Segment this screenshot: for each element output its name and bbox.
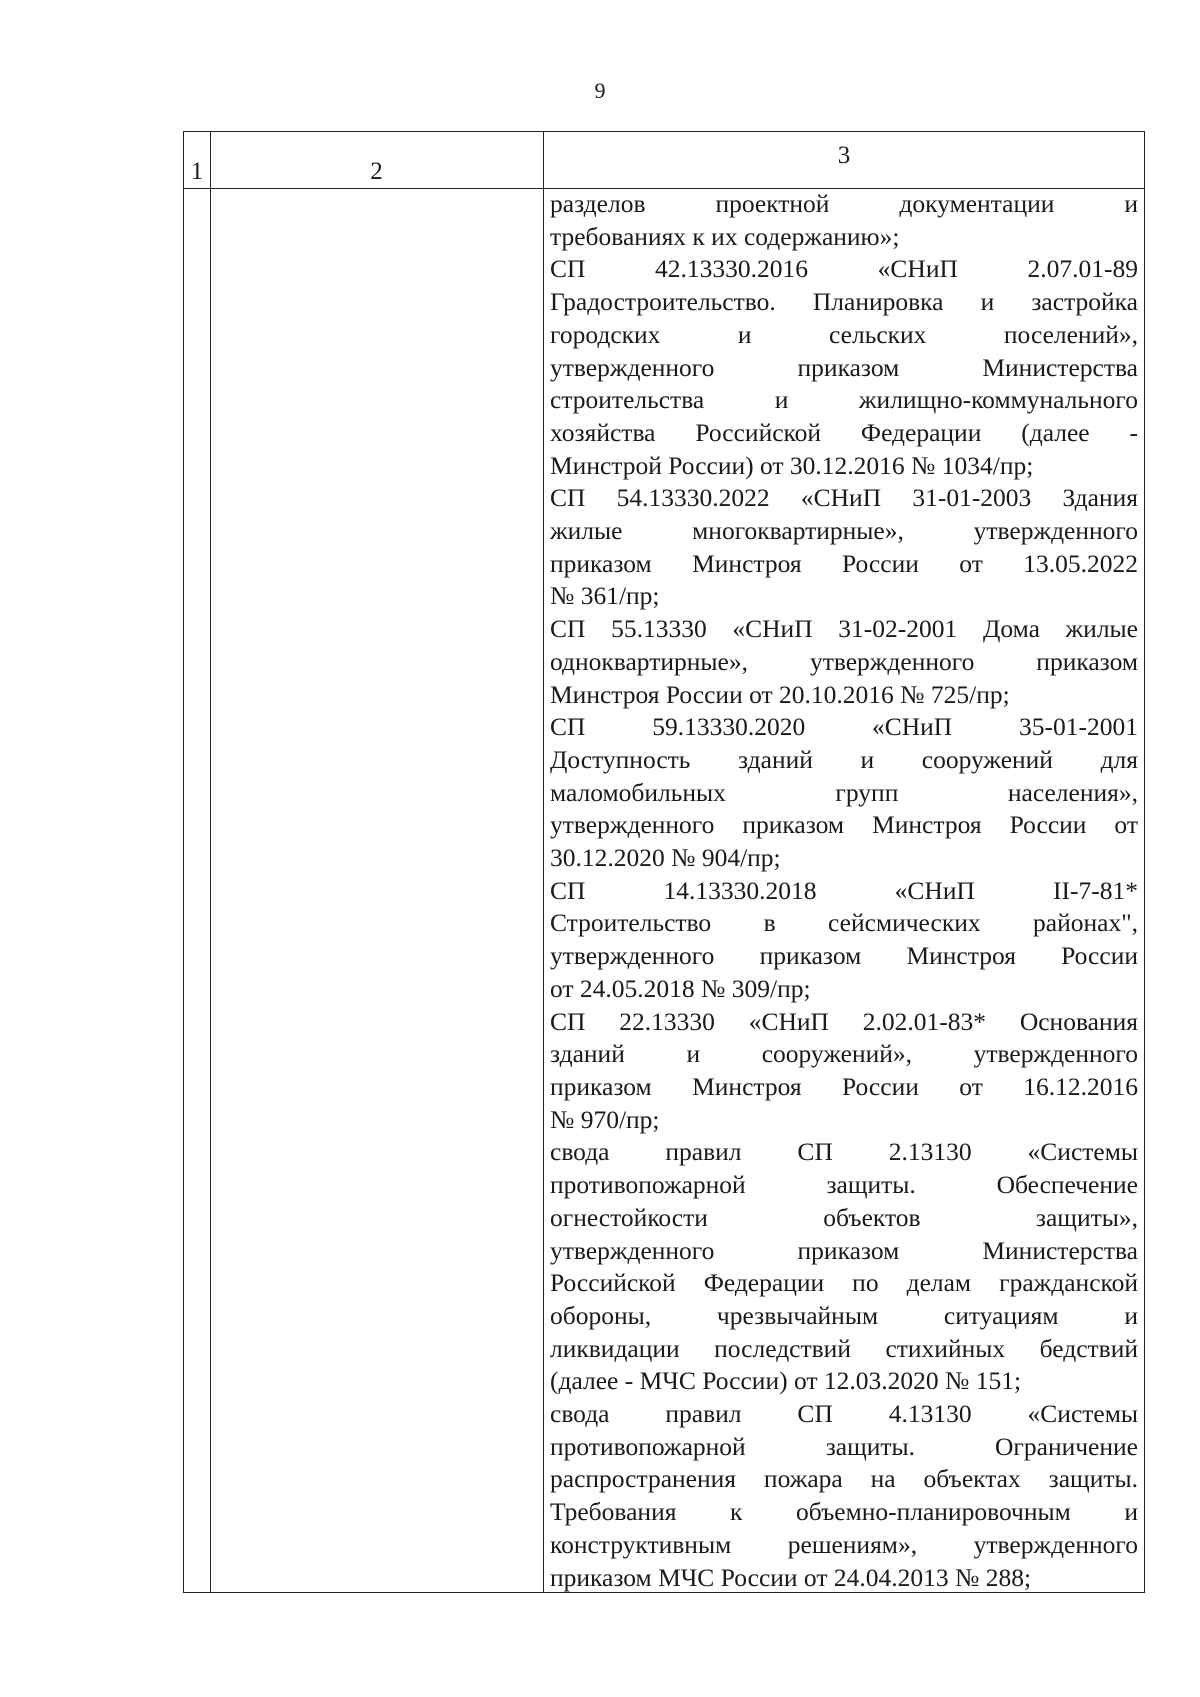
text-line: обороны, чрезвычайным ситуациям и	[550, 1300, 1138, 1330]
text-line: приказом Минстроя России от 16.12.2016	[550, 1071, 1138, 1101]
text-line: Минстроя России от 20.10.2016 № 725/пр;	[550, 679, 1010, 709]
column-3-content	[550, 188, 1138, 1594]
column-header-3: 3	[837, 142, 851, 169]
page-number: 9	[594, 78, 606, 103]
text-line: СП 42.13330.2016 «СНиП 2.07.01-89	[550, 254, 1138, 284]
text-line: СП 59.13330.2020 «СНиП 35-01-2001	[550, 712, 1138, 742]
text-line: утвержденного приказом Министерства	[550, 352, 1138, 382]
text-line: конструктивным решениям», утвержденного	[550, 1529, 1138, 1559]
text-line: Требования к объемно-планировочным и	[550, 1497, 1138, 1527]
column-header-2: 2	[370, 158, 383, 185]
text-line: приказом МЧС России от 24.04.2013 № 288;	[550, 1562, 1032, 1592]
column-header-1: 1	[190, 158, 204, 185]
text-line: одноквартирные», утвержденного приказом	[550, 646, 1138, 676]
text-line: свода правил СП 2.13130 «Системы	[550, 1137, 1138, 1167]
text-line: утвержденного приказом Минстроя России от	[550, 810, 1138, 840]
text-line: маломобильных групп населения»,	[550, 777, 1138, 807]
text-line: (далее - МЧС России) от 12.03.2020 № 151;	[550, 1366, 1022, 1396]
text-line: Минстрой России) от 30.12.2016 № 1034/пр;	[550, 450, 1034, 480]
text-line: зданий и сооружений», утвержденного	[550, 1039, 1138, 1069]
column-divider-2	[543, 132, 544, 1592]
text-line: хозяйства Российской Федерации (далее -	[550, 417, 1138, 447]
text-line: 30.12.2020 № 904/пр;	[550, 843, 781, 873]
text-line: противопожарной защиты. Ограничение	[550, 1431, 1138, 1461]
text-line: Доступность зданий и сооружений для	[550, 744, 1138, 774]
text-line: строительства и жилищно-коммунального	[550, 385, 1138, 415]
text-line: огнестойкости объектов защиты»,	[550, 1202, 1138, 1232]
text-line: СП 54.13330.2022 «СНиП 31-01-2003 Здания	[550, 483, 1138, 513]
text-line: СП 55.13330 «СНиП 31-02-2001 Дома жилые	[550, 614, 1138, 644]
text-line: свода правил СП 4.13130 «Системы	[550, 1399, 1138, 1429]
text-line: ликвидации последствий стихийных бедствий	[550, 1333, 1138, 1363]
text-line: противопожарной защиты. Обеспечение	[550, 1170, 1138, 1200]
text-line: № 361/пр;	[550, 581, 660, 611]
text-line: № 970/пр;	[550, 1104, 660, 1134]
text-line: утвержденного приказом Минстроя России	[550, 941, 1138, 971]
text-line: от 24.05.2018 № 309/пр;	[550, 973, 811, 1003]
document-table	[183, 131, 1145, 1593]
text-line: Российской Федерации по делам гражданской	[550, 1268, 1138, 1298]
text-line: жилые многоквартирные», утвержденного	[550, 516, 1138, 546]
text-line: разделов проектной документации и	[550, 189, 1138, 218]
text-line: утвержденного приказом Министерства	[550, 1235, 1138, 1265]
text-line: СП 22.13330 «СНиП 2.02.01-83* Основания	[550, 1006, 1138, 1036]
text-line: СП 14.13330.2018 «СНиП II-7-81*	[550, 875, 1138, 905]
text-line: Градостроительство. Планировка и застройка	[550, 287, 1138, 317]
text-line: требованиях к их содержанию»;	[550, 221, 900, 251]
text-line: городских и сельских поселений»,	[550, 319, 1138, 349]
text-line: приказом Минстроя России от 13.05.2022	[550, 548, 1138, 578]
column-divider-1	[210, 132, 211, 1592]
text-line: распространения пожара на объектах защиты.	[550, 1464, 1138, 1494]
text-line: Строительство в сейсмических районах",	[550, 908, 1138, 938]
